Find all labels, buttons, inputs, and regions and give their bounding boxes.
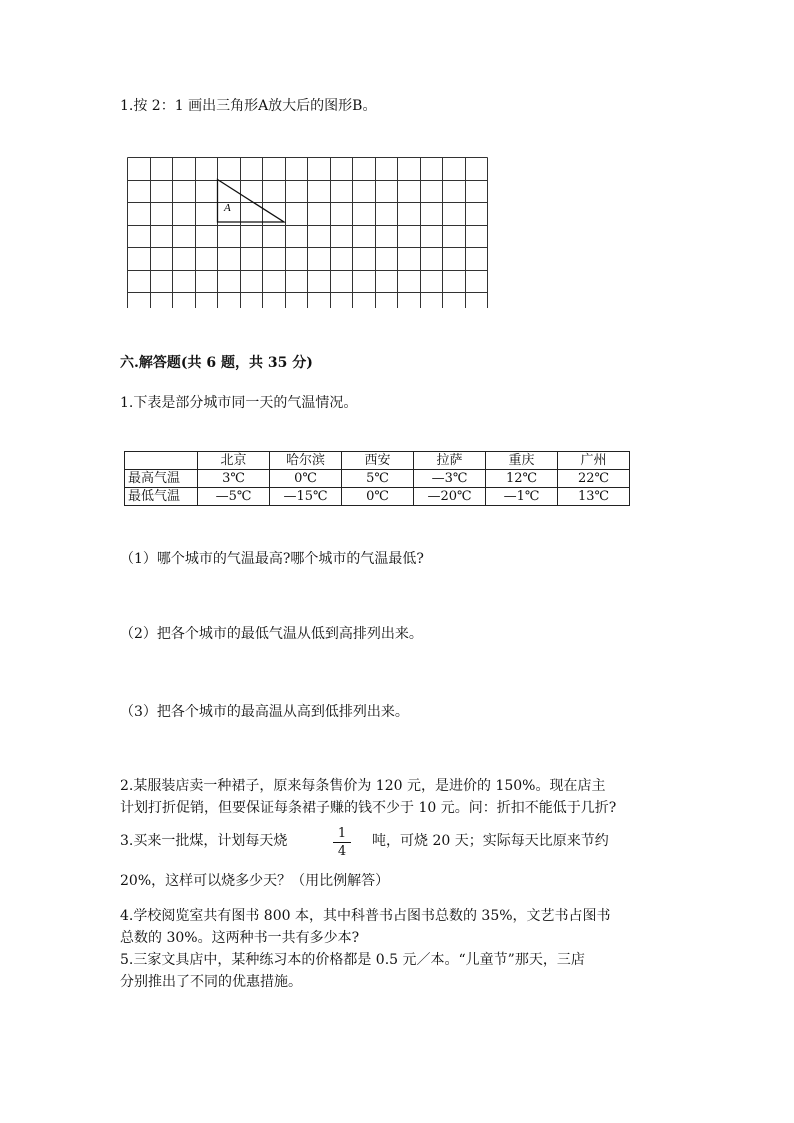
question-text: 4.学校阅览室共有图书 800 本，其中科普书占图书总数的 35%，文艺书占图书 [120,908,611,924]
table-cell: —5℃ [198,488,270,506]
table-cell: 13℃ [558,488,630,506]
table-cell: 5℃ [342,470,414,488]
question-text: 2.某服装店卖一种裙子，原来每条售价为 120 元，是进价的 150%。现在店主 [120,778,606,794]
sub-question: （2）把各个城市的最低气温从低到高排列出来。 [120,626,423,642]
question-text: 5.三家文具店中，某种练习本的价格都是 0.5 元／本。“儿童节”那天，三店 [120,952,585,968]
grid-figure [127,157,488,308]
question-text: 分别推出了不同的优惠措施。 [120,974,302,990]
table-row-label: 最高气温 [125,470,198,488]
temperature-table [124,451,630,506]
table-header-cell: 北京 [198,452,270,470]
table-header-cell: 广州 [558,452,630,470]
question-text: 3.买来一批煤，计划每天烧 [120,833,288,849]
sub-question: （1）哪个城市的气温最高?哪个城市的气温最低? [120,551,424,567]
sub-question: （3）把各个城市的最高温从高到低排列出来。 [120,704,409,720]
question-text: 总数的 30%。这两种书一共有多少本? [120,930,360,946]
section-title: 六.解答题(共 6 题，共 35 分) [120,355,313,371]
table-header-cell: 重庆 [486,452,558,470]
table-header-row [125,452,630,470]
grid-lines [128,158,488,309]
table-header-cell: 哈尔滨 [270,452,342,470]
table-cell: 12℃ [486,470,558,488]
table-cell: 22℃ [558,470,630,488]
question-text: 20%，这样可以烧多少天？（用比例解答） [120,873,390,889]
table-cell: —1℃ [486,488,558,506]
table-cell: —3℃ [414,470,486,488]
fraction-numerator: 1 [333,826,351,843]
table-corner-cell [125,452,198,470]
table-header-cell: 西安 [342,452,414,470]
table-header-cell: 拉萨 [414,452,486,470]
table-row [125,488,630,506]
question-text: 吨，可烧 20 天；实际每天比原来节约 [372,833,609,849]
table-cell: 0℃ [342,488,414,506]
question-text: 计划打折促销，但要保证每条裙子赚的钱不少于 10 元。问：折扣不能低于几折? [120,800,617,816]
fraction [333,826,351,859]
triangle-label: A [224,202,231,214]
table-cell: 0℃ [270,470,342,488]
table-cell: —15℃ [270,488,342,506]
grid-svg [127,157,488,308]
table-row [125,470,630,488]
triangle-a [218,180,285,223]
question-text: 1.按 2：1 画出三角形A放大后的图形B。 [120,98,377,114]
table-row-label: 最低气温 [125,488,198,506]
fraction-denominator: 4 [337,844,347,859]
table-cell: —20℃ [414,488,486,506]
question-text: 1.下表是部分城市同一天的气温情况。 [120,395,358,411]
table-cell: 3℃ [198,470,270,488]
